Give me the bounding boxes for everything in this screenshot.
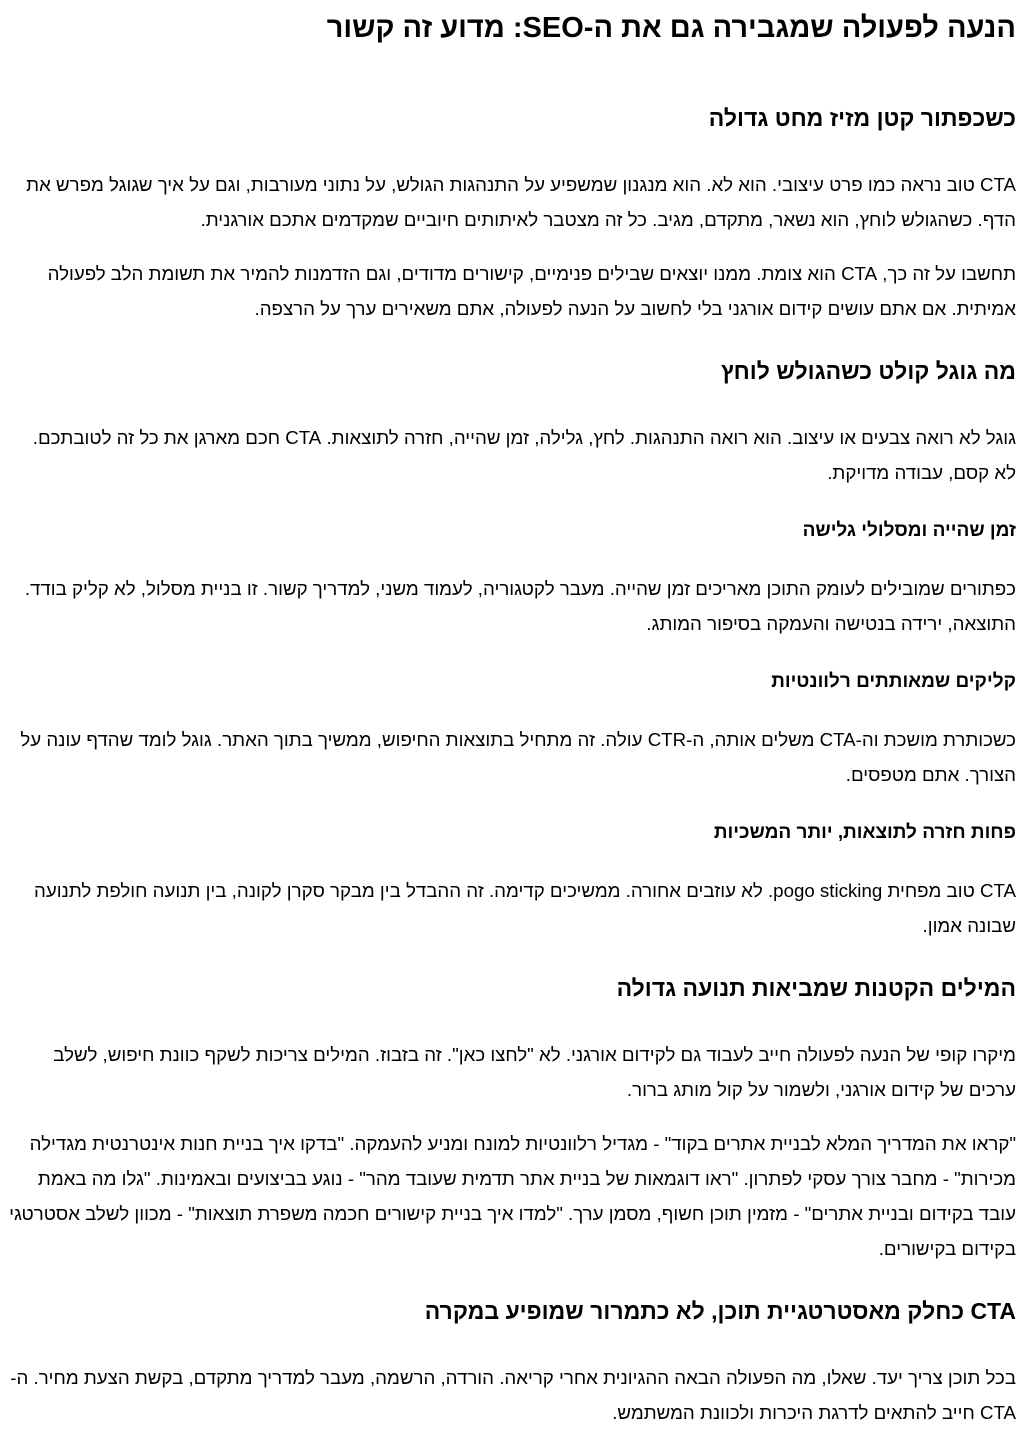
article-title: הנעה לפעולה שמגבירה גם את ה-SEO: מדוע זה קשור [326, 12, 1016, 44]
paragraph-microcopy-must-serve-seo: מיקרו קופי של הנעה לפעולה חייב לעבוד גם לקידום אורגני. לא "לחצו כאן". זה בזבוז. המילים צריכות לשקף כוונת חיפוש, לשלב ערכים של קידום אורגני, ולשמור על קול מותג ברור. [53, 1044, 1016, 1100]
subheading-less-return-to-results: פחות חזרה לתוצאות, יותר המשכיות [713, 822, 1016, 843]
page-background [8, 10, 1016, 1430]
paragraph-cta-is-a-mechanism: CTA טוב נראה כמו פרט עיצובי. הוא לא. הוא מנגנון שמשפיע על התנהגות הגולש, על נתוני מעורבות, וגם על איך שגוגל מפרש את הדף. כשהגולש לוחץ, הוא נשאר, מתקדם, מגיב. כל זה מצטבר לאיתותים חיוביים שמקדמים אתכם אורגנית. [26, 174, 1016, 230]
heading-small-button-moves-big-needle: כשכפתור קטן מזיז מחט גדולה [708, 105, 1016, 131]
subheading-dwell-time-and-browsing-paths: זמן שהייה ומסלולי גלישה [802, 520, 1016, 541]
heading-small-words-big-traffic: המילים הקטנות שמביאות תנועה גדולה [616, 975, 1016, 1001]
heading-cta-as-content-strategy: CTA כחלק מאסטרטגיית תוכן, לא כתמרור שמופיע במקרה [424, 1298, 1016, 1324]
article [8, 10, 1016, 1430]
paragraph-google-sees-behavior: גוגל לא רואה צבעים או עיצוב. הוא רואה התנהגות. לחץ, גלילה, זמן שהייה, חזרה לתוצאות. CTA חכם מארגן את כל זה לטובתכם. לא קסם, עבודה מדויקת. [32, 427, 1016, 483]
heading-what-google-picks-up-on-click: מה גוגל קולט כשהגולש לוחץ [720, 358, 1016, 384]
paragraph-every-content-needs-a-goal: בכל תוכן צריך יעד. שאלו, מה הפעולה הבאה ההגיונית אחרי קריאה. הורדה, הרשמה, מעבר למדריך מתקדם, בקשת הצעת מחיר. ה-CTA חייב להתאים לדרגת היכרות ולכוונת המשתמש. [10, 1367, 1016, 1423]
paragraph-cta-copy-examples: "קראו את המדריך המלא לבניית אתרים בקוד" - מגדיל רלוונטיות למונח ומניע להעמקה. "בדקו איך בניית חנות אינטרנטית מגדילה מכירות" - מחבר צורך עסקי לפתרון. "ראו דוגמאות של בניית אתר תדמית שעובד מהר" - נוגע בביצועים ובאמינות. "גלו מה באמת עובד בקידום ובניית אתרים" - מזמין תוכן חשוף, מסמן ערך. "למדו איך בניית קישורים חכמה משפרת תוצאות" - מכוון לשלב אסטרטגי בקידום בקישורים. [9, 1133, 1016, 1259]
paragraph-cta-is-a-junction: תחשבו על זה כך, CTA הוא צומת. ממנו יוצאים שבילים פנימיים, קישורים מדודים, וגם הזדמנות להמיר את תשומת הלב לפעולה אמיתית. אם אתם עושים קידום אורגני בלי לחשוב על הנעה לפעולה, אתם משאירים ערך על הרצפה. [47, 263, 1016, 319]
paragraph-buttons-extend-dwell-time: כפתורים שמובילים לעומק התוכן מאריכים זמן שהייה. מעבר לקטגוריה, לעמוד משני, למדריך קשור. זו בניית מסלול, לא קליק בודד. התוצאה, ירידה בנטישה והעמקה בסיפור המותג. [24, 578, 1016, 634]
subheading-clicks-signal-relevance: קליקים שמאותתים רלוונטיות [771, 671, 1016, 692]
paragraph-ctr-rises: כשכותרת מושכת וה-CTA משלים אותה, ה-CTR עולה. זה מתחיל בתוצאות החיפוש, ממשיך בתוך האתר. גוגל לומד שהדף עונה על הצורך. אתם מטפסים. [20, 729, 1016, 785]
paragraph-pogo-sticking: CTA טוב מפחית pogo sticking. לא עוזבים אחורה. ממשיכים קדימה. זה ההבדל בין מבקר סקרן לקונה, בין תנועה חולפת לתנועה שבונה אמון. [33, 880, 1016, 936]
